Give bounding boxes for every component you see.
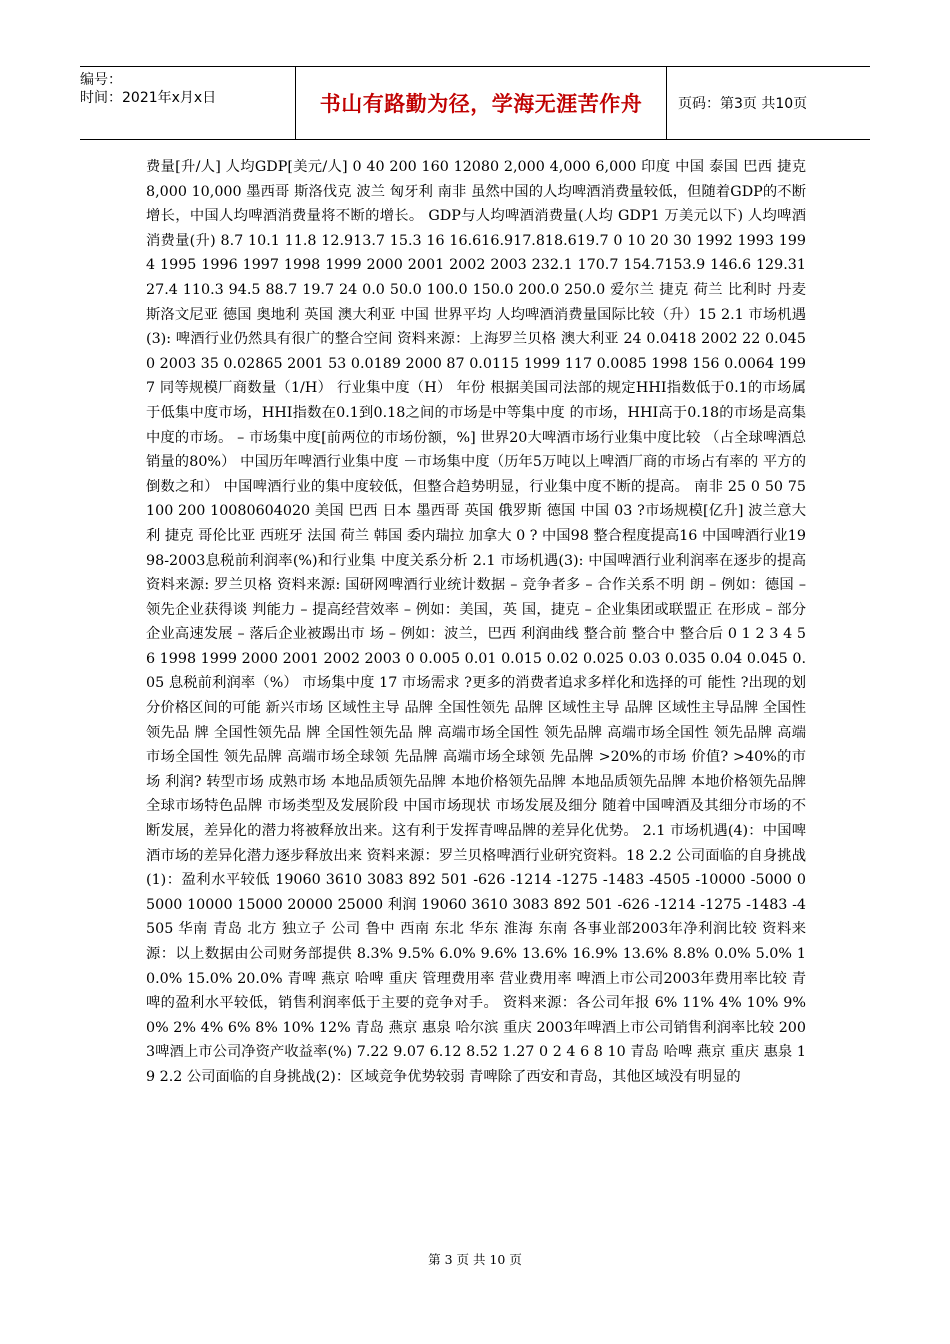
page-info-text: 页码：第3页 共10页: [678, 96, 808, 112]
header-meta: [80, 67, 285, 139]
body-paragraph: 费量[升/人] 人均GDP[美元/人] 0 40 200 160 12080 2,000 4,000 6,000 印度 中国 泰国 巴西 捷克 8,000 10,000 墨西哥 斯洛伐克 波兰 匈牙利 南非 虽然中国的人均啤酒消费量较低，但随着GDP的不断增长，中国人均啤酒消费量将不断的增长。 GDP与人均啤酒消费量(人均 GDP1 万美元以下) 人均啤酒消费量(升) 8.7 10.1 11.8 12.913.7 15.3 16 16.616.917.818.619.7 0 10 20 30 1992 1993 1994 1995 1996 1997 1998 1999 2000 2001 2002 2003 232.1 170.7 154.7153.9 146.6 129.3127.4 110.3 94.5 88.7 19.7 24 0.0 50.0 100.0 150.0 200.0 250.0 爱尔兰 捷克 荷兰 比利时 丹麦 斯洛文尼亚 德国 奥地利 英国 澳大利亚 中国 世界平均 人均啤酒消费量国际比较（升）15 2.1 市场机遇(3): 啤酒行业仍然具有很广的整合空间 资料来源：上海罗兰贝格 澳大利亚 24 0.0418 2002 22 0.0450 2003 35 0.02865 2001 53 0.0189 2000 87 0.0115 1999 117 0.0085 1998 156 0.0064 1997 同等规模厂商数量（1/H） 行业集中度（H） 年份 根据美国司法部的规定HHI指数低于0.1的市场属于低集中度市场，HHI指数在0.1到0.18之间的市场是中等集中度 的市场，HHI高于0.18的市场是高集中度的市场。 – 市场集中度[前两位的市场份额，%] 世界20大啤酒市场行业集中度比较 （占全球啤酒总销量的80%） 中国历年啤酒行业集中度 －市场集中度（历年5万吨以上啤酒厂商的市场占有率的 平方的倒数之和） 中国啤酒行业的集中度较低，但整合趋势明显，行业集中度不断的提高。 南非 25 0 50 75 100 200 10080604020 美国 巴西 日本 墨西哥 英国 俄罗斯 德国 中国 03 ?市场规模[亿升] 波兰意大利 捷克 哥伦比亚 西班牙 法国 荷兰 韩国 委内瑞拉 加拿大 0 ? 中国98 整合程度提高16 中国啤酒行业1998-2003息税前利润率(%)和行业集 中度关系分析 2.1 市场机遇(3): 中国啤酒行业利润率在逐步的提高 资料来源: 罗兰贝格 资料来源: 国研网啤酒行业统计数据 – 竞争者多 – 合作关系不明 朗 – 例如：德国 – 领先企业获得谈 判能力 – 提高经营效率 – 例如：美国，英 国，捷克 – 企业集团或联盟正 在形成 – 部分企业高速发展 – 落后企业被踢出市 场 – 例如：波兰，巴西 利润曲线 整合前 整合中 整合后 0 1 2 3 4 5 6 1998 1999 2000 2001 2002 2003 0 0.005 0.01 0.015 0.02 0.025 0.03 0.035 0.04 0.045 0.05 息税前利润率（%） 市场集中度 17 市场需求 ?更多的消费者追求多样化和选择的可 能性 ?出现的划分价格区间的可能 新兴市场 区域性主导 品牌 全国性领先 品牌 区域性主导 品牌 区域性主导品牌 全国性领先品 牌 全国性领先品 牌 全国性领先品 牌 高端市场全国性 领先品牌 高端市场全国性 领先品牌 高端市场全国性 领先品牌 高端市场全球领 先品牌 高端市场全球领 先品牌 >20%的市场 价值? >40%的市场 利润? 转型市场 成熟市场 本地品质领先品牌 本地价格领先品牌 本地品质领先品牌 本地价格领先品牌 全球市场特色品牌 市场类型及发展阶段 中国市场现状 市场发展及细分 随着中国啤酒及其细分市场的不断发展，差异化的潜力将被释放出来。这有利于发挥青啤品牌的差异化优势。 2.1 市场机遇(4)：中国啤酒市场的差异化潜力逐步释放出来 资料来源：罗兰贝格啤酒行业研究资料。18 2.2 公司面临的自身挑战(1)：盈利水平较低 19060 3610 3083 892 501 -626 -1214 -1275 -1483 -4505 -10000 -5000 0 5000 10000 15000 20000 25000 利润 19060 3610 3083 892 501 -626 -1214 -1275 -1483 -4505 华南 青岛 北方 独立子 公司 鲁中 西南 东北 华东 淮海 东南 各事业部2003年净利润比较 资料来源：以上数据由公司财务部提供 8.3% 9.5% 6.0% 9.6% 13.6% 16.9% 13.6% 8.8% 0.0% 5.0% 10.0% 15.0% 20.0% 青啤 燕京 哈啤 重庆 管理费用率 营业费用率 啤酒上市公司2003年费用率比较 青啤的盈利水平较低，销售利润率低于主要的竞争对手。 资料来源：各公司年报 6% 11% 4% 10% 9% 0% 2% 4% 6% 8% 10% 12% 青岛 燕京 惠泉 哈尔滨 重庆 2003年啤酒上市公司销售利润率比较 2003啤酒上市公司净资产收益率(%) 7.22 9.07 6.12 8.52 1.27 0 2 4 6 8 10 青岛 哈啤 燕京 重庆 惠泉 19 2.2 公司面临的自身挑战(2)：区域竞争优势较弱 青啤除了西安和青岛，其他区域没有明显的: [146, 159, 806, 1085]
header-motto: [295, 67, 667, 139]
header-page-info: [670, 67, 870, 139]
document-date: 时间：2021年x月x日: [80, 90, 217, 106]
motto-text: 书山有路勤为径，学海无涯苦作舟: [319, 92, 643, 116]
document-number: 编号：: [80, 72, 122, 88]
page-footer: 第 3 页 共 10 页: [428, 1252, 522, 1267]
page-header: [80, 66, 870, 140]
